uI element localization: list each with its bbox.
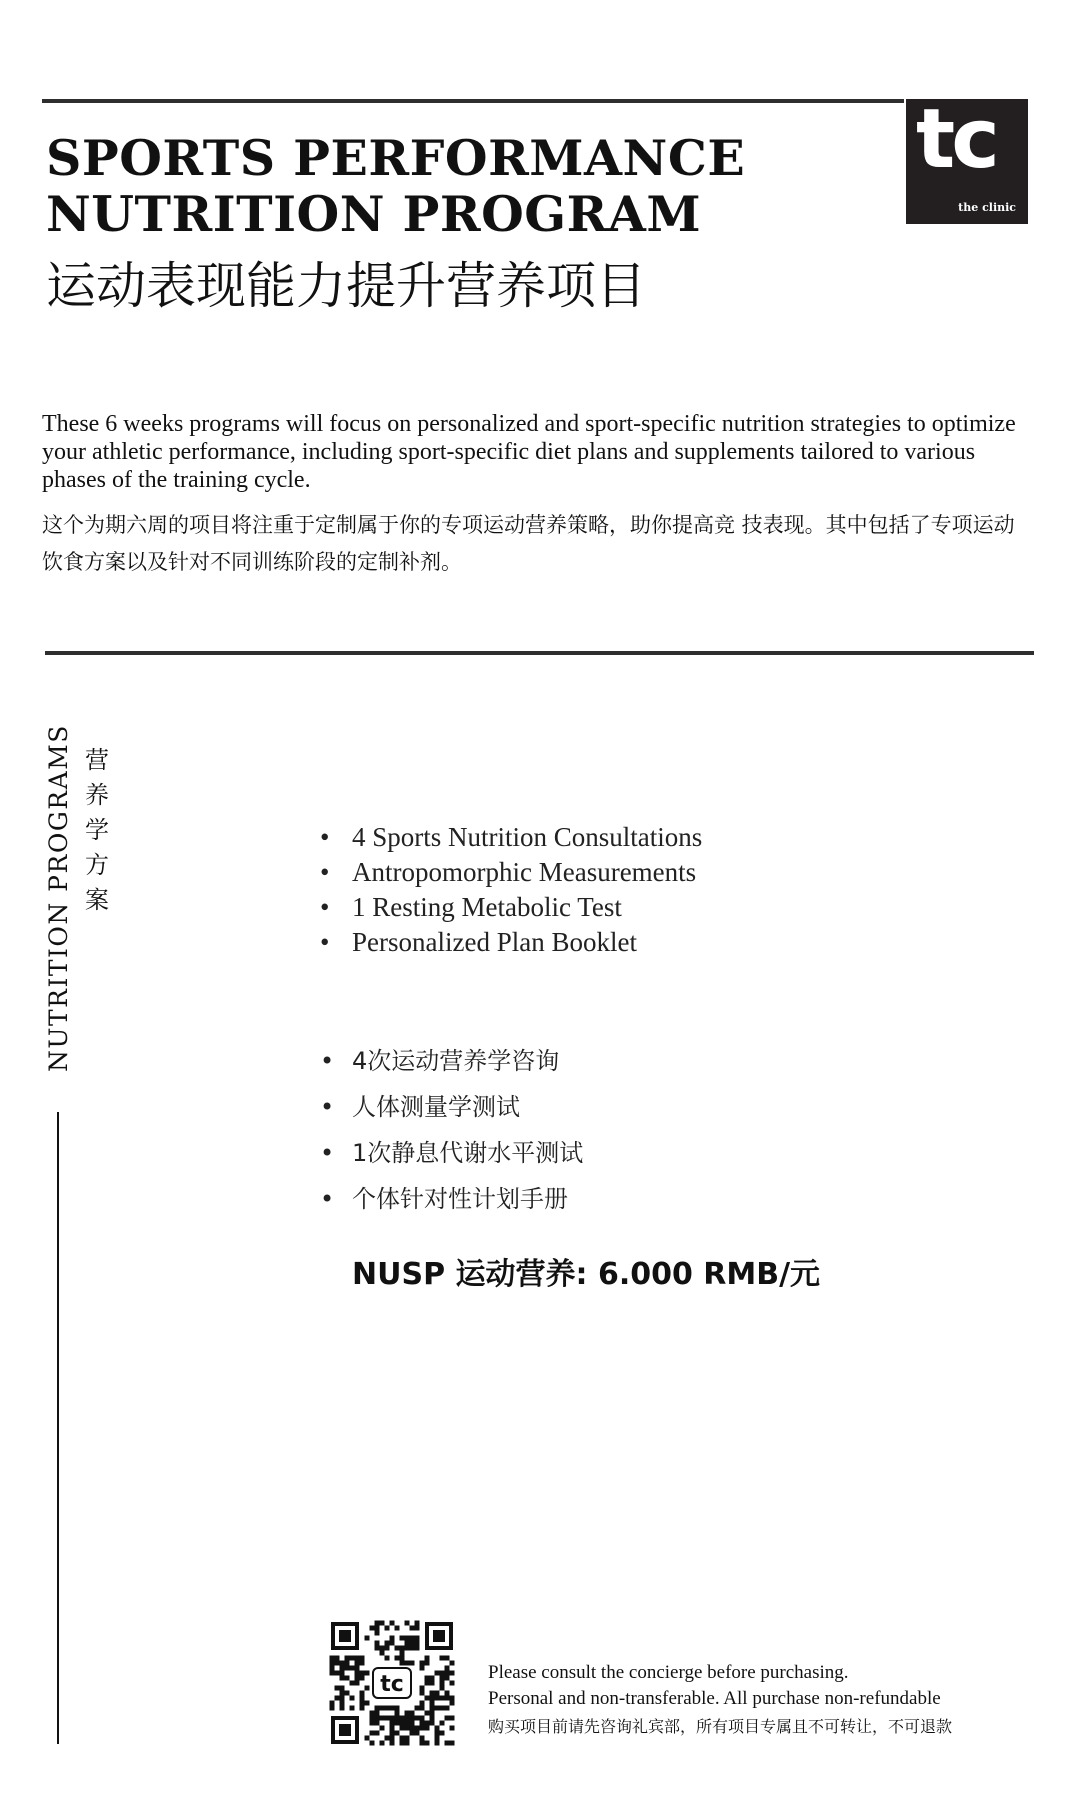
title-line-2: NUTRITION PROGRAM [46, 185, 702, 243]
qr-code-icon[interactable] [327, 1618, 457, 1748]
list-item: • 个体针对性计划手册 [318, 1176, 583, 1222]
clinic-logo [906, 92, 1028, 224]
list-item: • 1次静息代谢水平测试 [318, 1130, 583, 1176]
logo-mark: tc [916, 92, 996, 187]
page-title-chinese: 运动表现能力提升营养项目 [46, 257, 646, 315]
program-list-chinese [318, 1038, 583, 1222]
footer-notice [488, 1660, 952, 1742]
title-line-1: SPORTS PERFORMANCE [46, 129, 746, 187]
list-item: • 人体测量学测试 [318, 1084, 583, 1130]
program-list-english [318, 820, 702, 960]
intro-english: These 6 weeks programs will focus on personalized and sport-specific nutrition strategies to optimize your athletic performance, including sport-specific diet plans and supplements tailored to various phases of the training cycle. [42, 411, 1016, 493]
list-item: • Antropomorphic Measurements [318, 855, 702, 890]
price-label: NUSP 运动营养: 6.000 RMB/元 [352, 1257, 821, 1292]
top-rule [42, 99, 904, 103]
footer-line-3: 购买项目前请先咨询礼宾部，所有项目专属且不可转让，不可退款 [488, 1717, 953, 1736]
side-vertical-line [57, 1112, 59, 1744]
list-item: • Personalized Plan Booklet [318, 925, 702, 960]
side-label-chinese: 营养学方案 [85, 746, 109, 914]
page-title [46, 130, 745, 242]
footer-line-1: Please consult the concierge before purchasing. [488, 1662, 849, 1683]
footer-line-2: Personal and non-transferable. All purchase non-refundable [488, 1688, 941, 1709]
list-item: • 4 Sports Nutrition Consultations [318, 820, 702, 855]
list-item: • 1 Resting Metabolic Test [318, 890, 702, 925]
logo-subtitle: the clinic [958, 201, 1016, 214]
list-item: • 4次运动营养学咨询 [318, 1038, 583, 1084]
intro-chinese: 这个为期六周的项目将注重于定制属于你的专项运动营养策略，助你提高竞 技表现。其中包括了专项运动饮食方案以及针对不同训练阶段的定制补剂。 [42, 513, 1015, 574]
qr-center-mark: tc [380, 1672, 404, 1697]
side-label-english: NUTRITION PROGRAMS [44, 724, 73, 1072]
section-divider [45, 651, 1034, 655]
